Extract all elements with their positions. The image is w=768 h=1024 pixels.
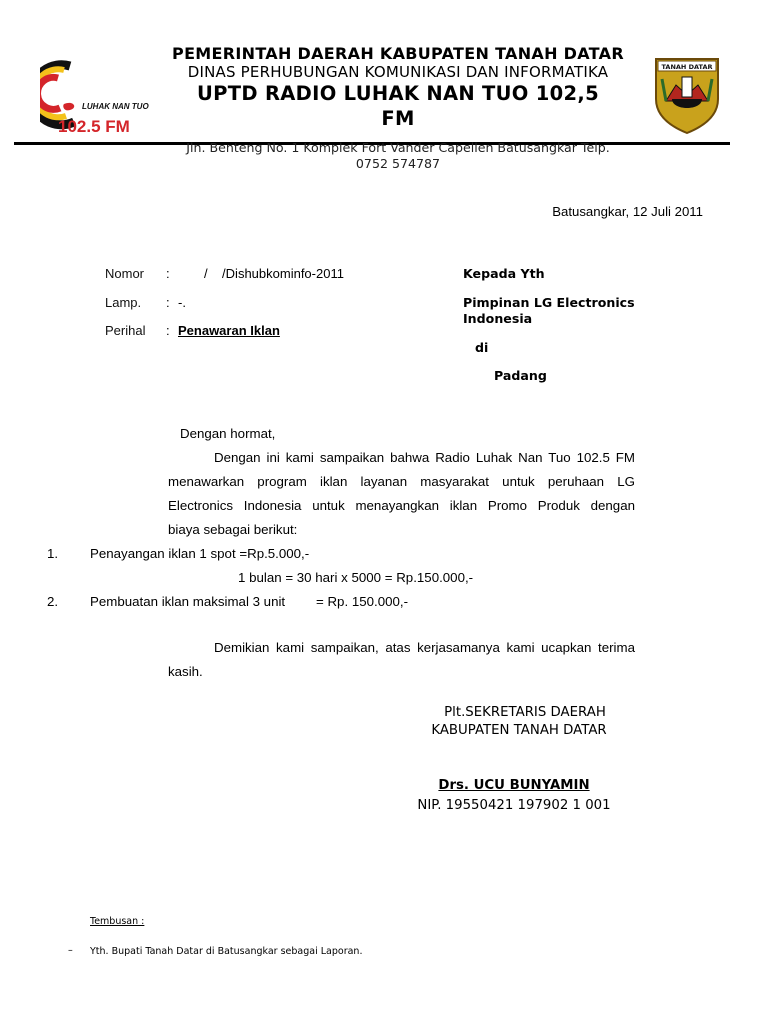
- closing-line-first: Demikian kami sampaikan, atas kerjasamanya kami ucapkan terima: [214, 640, 635, 655]
- logo-brand-text: LUHAK NAN TUO: [82, 102, 149, 111]
- cc-label: Tembusan :: [90, 916, 145, 927]
- regency-seal-logo: [652, 55, 722, 135]
- signer-title-line1: Plt.SEKRETARIS DAERAH: [444, 705, 606, 720]
- perihal-label: Perihal: [105, 323, 146, 338]
- item-2-text: Pembuatan iklan maksimal 3 unit: [90, 594, 286, 609]
- item-1-number: 1.: [47, 546, 59, 561]
- recipient-name-line1: Pimpinan LG Electronics: [463, 295, 635, 310]
- paragraph-offer: [168, 446, 635, 542]
- government-name: PEMERINTAH DAERAH KABUPATEN TANAH DATAR: [172, 44, 624, 63]
- address-line2: 0752 574787: [355, 156, 441, 171]
- signer-name: Drs. UCU BUNYAMIN: [438, 778, 590, 793]
- perihal-value: Penawaran Iklan: [178, 323, 280, 338]
- perihal-colon: :: [166, 323, 170, 338]
- agency-name: DINAS PERHUBUNGAN KOMUNIKASI DAN INFORMATIKA: [187, 63, 609, 81]
- nomor-label: Nomor: [105, 266, 145, 281]
- seal-banner-text: TANAH DATAR: [661, 63, 713, 71]
- radio-station-logo: [40, 60, 150, 140]
- recipient-name-line2: Indonesia: [463, 311, 533, 326]
- unit-name-line1: UPTD RADIO LUHAK NAN TUO 102,5: [197, 82, 599, 105]
- item-2-value: = Rp. 150.000,-: [316, 594, 409, 609]
- letterhead-text: [160, 44, 636, 131]
- greeting: Dengan hormat,: [180, 426, 276, 441]
- item-1-sub: 1 bulan = 30 hari x 5000 = Rp.150.000,-: [238, 570, 474, 585]
- recipient-salutation: Kepada Yth: [463, 266, 545, 281]
- lamp-label: Lamp.: [105, 295, 142, 310]
- nomor-colon: :: [166, 266, 170, 281]
- address-line1: Jln. Benteng No. 1 Komplek Fort Vander Capellen Batusangkar Telp.: [186, 140, 610, 155]
- nomor-value: / /Dishubkominfo-2011: [204, 266, 344, 281]
- letter-date: Batusangkar, 12 Juli 2011: [552, 204, 703, 219]
- unit-name-line2: FM: [381, 107, 415, 130]
- paragraph-closing: [168, 636, 635, 684]
- letterhead-address: [150, 140, 646, 172]
- offer-line-first: Dengan ini kami sampaikan bahwa Radio Luhak Nan Tuo 102.5 FM: [214, 450, 635, 465]
- item-1-text: Penayangan iklan 1 spot =Rp.5.000,-: [90, 546, 310, 561]
- signer-nip: NIP. 19550421 197902 1 001: [417, 798, 611, 813]
- offer-line-last: biaya sebagai berikut:: [168, 522, 298, 537]
- logo-frequency-text: 102.5 FM: [58, 117, 130, 136]
- item-2-number: 2.: [47, 594, 59, 609]
- lamp-value: -.: [178, 295, 186, 310]
- lamp-colon: :: [166, 295, 170, 310]
- recipient-di: di: [475, 340, 489, 355]
- cc-item: Yth. Bupati Tanah Datar di Batusangkar sebagai Laporan.: [90, 946, 363, 957]
- recipient-city: Padang: [494, 368, 547, 383]
- closing-line-last: kasih.: [168, 664, 203, 679]
- offer-lines-middle: menawarkan program iklan layanan masyarakat untuk peruhaan LG Electronics Indonesia untuk menayangkan iklan Promo Produk dengan: [168, 474, 635, 513]
- cc-bullet: –: [68, 945, 73, 956]
- signer-title-line2: KABUPATEN TANAH DATAR: [431, 723, 607, 738]
